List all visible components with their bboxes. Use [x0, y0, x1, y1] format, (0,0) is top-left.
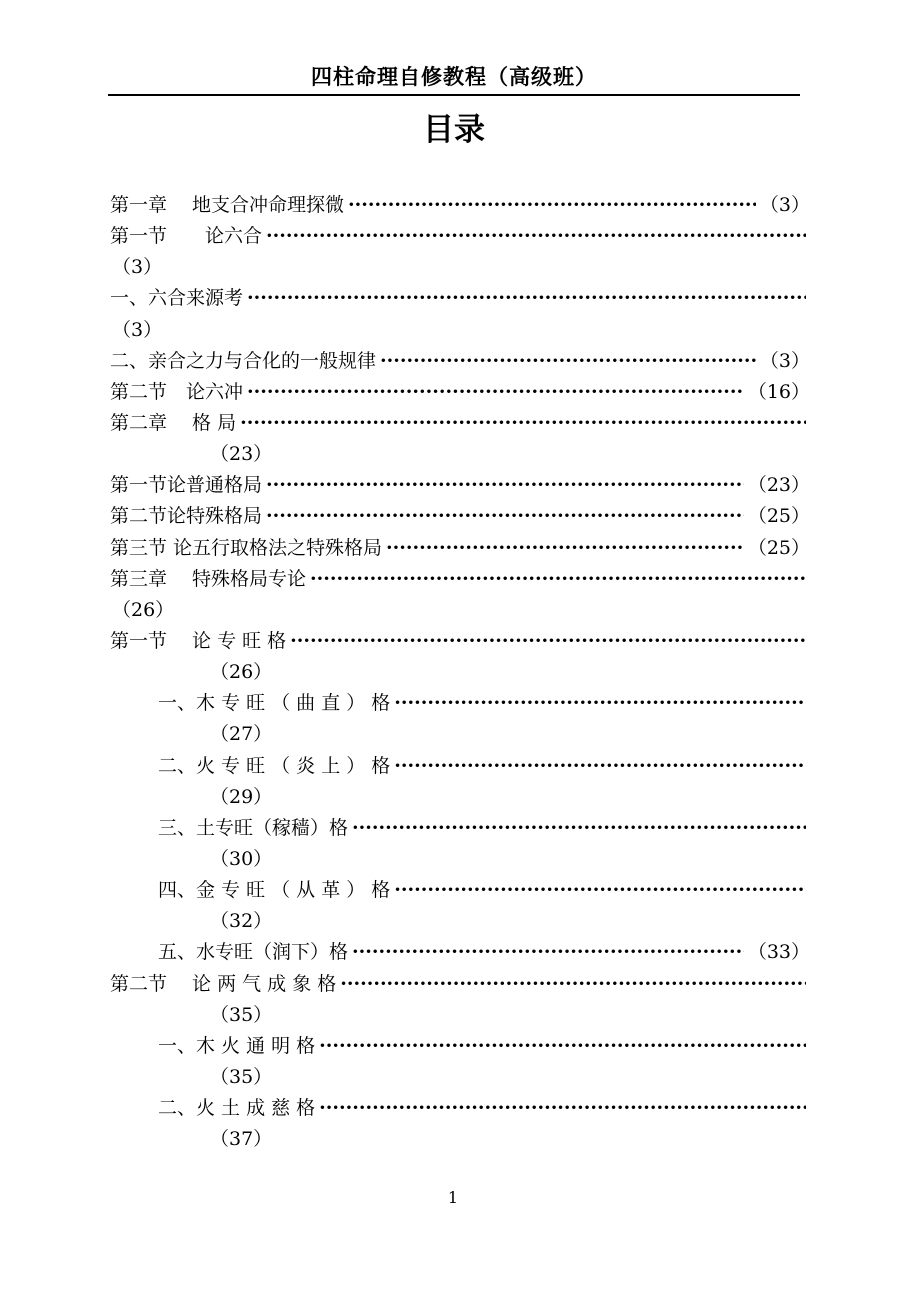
toc-entry[interactable] — [110, 470, 810, 501]
toc-entry-page: （3） — [759, 349, 810, 372]
toc-entry-label: 第二节论特殊格局 — [110, 505, 263, 528]
toc-entry-page-wrapped: （26） — [112, 598, 175, 621]
toc-entry-label: 第二章 格 局 — [110, 411, 237, 434]
toc-entry-page: （25） — [747, 536, 810, 559]
toc-entry-label: 二、火 专 旺 （ 炎 上 ） 格 — [158, 754, 391, 777]
toc-entry-label: 第二节 论六冲 — [110, 380, 244, 403]
toc-dot-leader — [247, 377, 744, 408]
toc-dot-leader — [247, 283, 806, 314]
toc-entry-page: （16） — [747, 380, 810, 403]
toc-entry[interactable] — [110, 533, 810, 564]
toc-entry[interactable] — [110, 688, 810, 719]
toc-dot-leader — [266, 221, 806, 252]
toc-entry[interactable] — [110, 501, 810, 532]
toc-entry[interactable] — [110, 1031, 810, 1062]
toc-entry-page-wrapped: （37） — [210, 1128, 273, 1151]
toc-list — [110, 190, 820, 1155]
toc-entry-page-wrapped: （27） — [210, 723, 273, 746]
toc-entry[interactable] — [110, 346, 810, 377]
toc-entry-page-wrapped: （23） — [210, 443, 273, 466]
toc-entry-page-wrapped: （29） — [210, 785, 273, 808]
toc-entry-label: 第一节 论 专 旺 格 — [110, 629, 287, 652]
toc-entry-page-wrapped: （35） — [210, 1003, 273, 1026]
toc-entry-page-wrapped: （32） — [210, 910, 273, 933]
page-number: 1 — [447, 1188, 459, 1207]
toc-dot-leader — [319, 1031, 806, 1062]
toc-dot-leader — [340, 969, 806, 1000]
toc-entry-label: 二、亲合之力与合化的一般规律 — [110, 349, 377, 372]
toc-entry-page: （25） — [747, 505, 810, 528]
toc-dot-leader — [386, 533, 744, 564]
toc-dot-leader — [394, 875, 806, 906]
toc-entry[interactable] — [110, 190, 810, 221]
toc-dot-leader — [394, 688, 806, 719]
toc-entry-page-wrapped: （3） — [112, 318, 163, 341]
toc-entry-label: 第一节 论六合 — [110, 225, 263, 248]
toc-dot-leader — [240, 408, 806, 439]
toc-entry-label: 四、金 专 旺 （ 从 革 ） 格 — [158, 879, 391, 902]
toc-entry-label: 第二节 论 两 气 成 象 格 — [110, 972, 337, 995]
toc-entry[interactable] — [110, 875, 810, 906]
toc-dot-leader — [290, 626, 806, 657]
toc-entry-page-wrapped: （26） — [210, 661, 273, 684]
toc-entry-page-wrapped: （35） — [210, 1065, 273, 1088]
toc-dot-leader — [394, 751, 806, 782]
header-rule — [108, 94, 800, 96]
toc-entry-page: （3） — [759, 194, 810, 216]
toc-entry-label: 一、木 专 旺 （ 曲 直 ） 格 — [158, 692, 391, 715]
toc-entry[interactable] — [110, 751, 810, 782]
toc-entry-label: 三、土专旺（稼穑）格 — [158, 816, 349, 839]
toc-entry-label: 第一章 地支合冲命理探微 — [110, 194, 345, 216]
toc-entry-label: 二、火 土 成 慈 格 — [158, 1097, 316, 1120]
toc-dot-leader — [266, 501, 744, 532]
toc-entry-page: （33） — [747, 941, 810, 964]
toc-entry[interactable] — [110, 969, 810, 1000]
toc-entry-label: 五、水专旺（润下）格 — [158, 941, 349, 964]
toc-dot-leader — [319, 1093, 806, 1124]
toc-entry-label: 一、木 火 通 明 格 — [158, 1034, 316, 1057]
toc-dot-leader — [348, 190, 756, 221]
toc-entry[interactable] — [110, 813, 810, 844]
toc-entry[interactable] — [110, 377, 810, 408]
toc-entry-label: 第三节 论五行取格法之特殊格局 — [110, 536, 383, 559]
toc-entry[interactable] — [110, 1093, 810, 1124]
toc-entry-label: 第一节论普通格局 — [110, 474, 263, 497]
toc-dot-leader — [352, 813, 806, 844]
toc-entry-label: 一、六合来源考 — [110, 287, 244, 310]
toc-entry[interactable] — [110, 937, 810, 968]
toc-title: 目录 — [423, 112, 485, 148]
document-header-title: 四柱命理自修教程（高级班） — [311, 65, 597, 89]
toc-entry[interactable] — [110, 221, 810, 252]
toc-dot-leader — [380, 346, 756, 377]
toc-dot-leader — [352, 937, 744, 968]
toc-dot-leader — [310, 564, 806, 595]
toc-entry-page: （23） — [747, 474, 810, 497]
toc-entry[interactable] — [110, 283, 810, 314]
toc-entry-page-wrapped: （30） — [210, 847, 273, 870]
toc-dot-leader — [266, 470, 744, 501]
toc-entry[interactable] — [110, 564, 810, 595]
toc-entry-label: 第三章 特殊格局专论 — [110, 567, 307, 590]
toc-entry-page-wrapped: （3） — [112, 256, 163, 279]
toc-entry[interactable] — [110, 408, 810, 439]
toc-entry[interactable] — [110, 626, 810, 657]
